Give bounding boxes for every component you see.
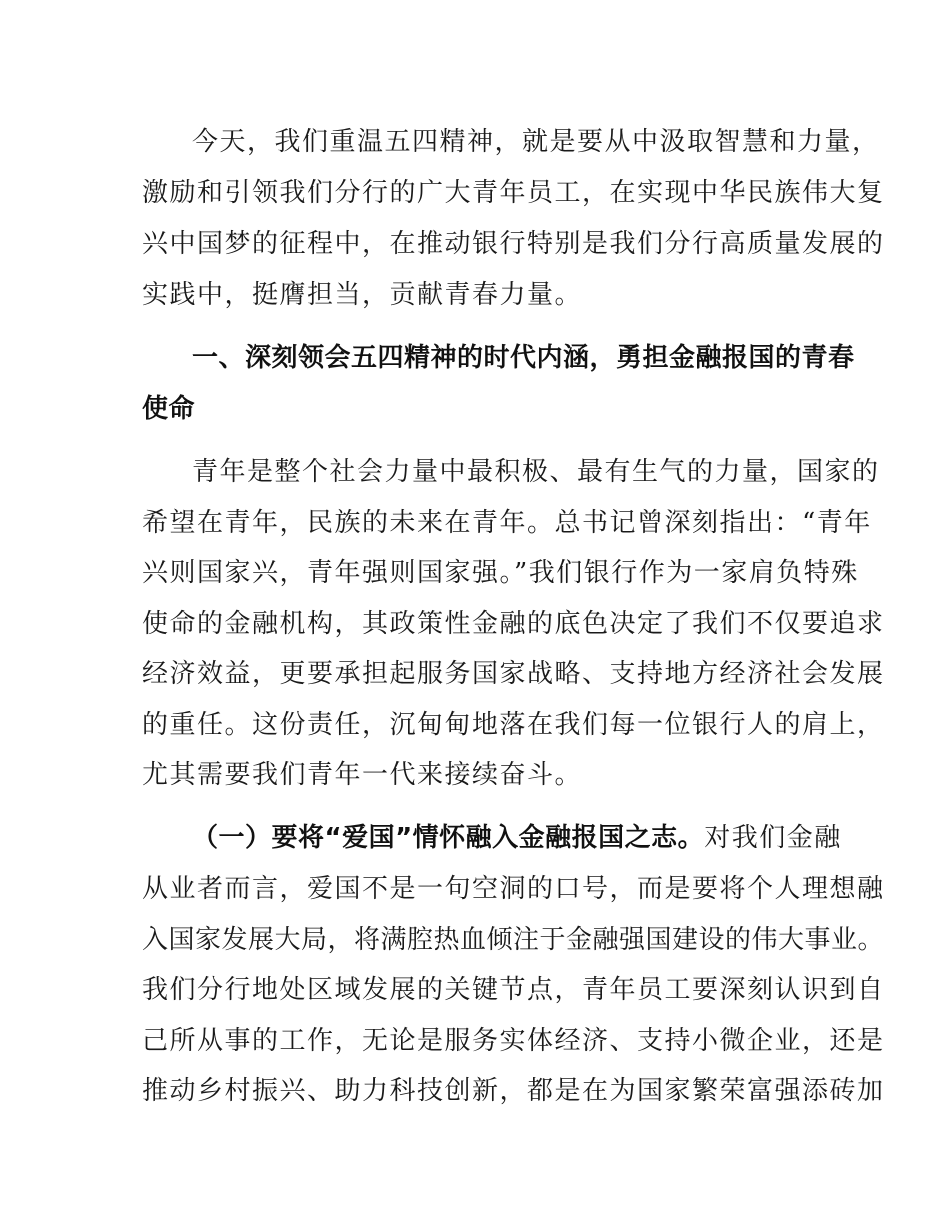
paragraph-2-line-4: 使命的金融机构，其政策性金融的底色决定了我们不仅要追求	[142, 609, 885, 639]
paragraph-2-line-1: 青年是整个社会力量中最积极、最有生气的力量，国家的	[192, 457, 880, 487]
paragraph-3-line-4: 我们分行地处区域发展的关键节点，青年员工要深刻认识到自	[142, 975, 885, 1005]
paragraph-2-line-5: 经济效益，更要承担起服务国家战略、支持地方经济社会发展	[142, 659, 885, 689]
paragraph-3-line-1-rest: 对我们金融	[704, 823, 842, 853]
section-heading-line-2: 使命	[142, 394, 196, 424]
paragraph-1-line-4: 实践中，挺膺担当，贡献青春力量。	[142, 280, 583, 310]
paragraph-1-line-1: 今天，我们重温五四精神，就是要从中汲取智慧和力量，	[192, 127, 880, 157]
paragraph-1-line-3: 兴中国梦的征程中，在推动银行特别是我们分行高质量发展的	[142, 229, 885, 259]
paragraph-3-line-2: 从业者而言，爱国不是一句空洞的口号，而是要将个人理想融	[142, 874, 885, 904]
paragraph-3-line-6: 推动乡村振兴、助力科技创新，都是在为国家繁荣富强添砖加	[142, 1076, 885, 1106]
paragraph-3-line-3: 入国家发展大局，将满腔热血倾注于金融强国建设的伟大事业。	[142, 925, 885, 955]
paragraph-1-line-2: 激励和引领我们分行的广大青年员工，在实现中华民族伟大复	[142, 178, 885, 208]
paragraph-2-line-7: 尤其需要我们青年一代来接续奋斗。	[142, 760, 583, 790]
paragraph-2-line-3: 兴则国家兴，青年强则国家强。”我们银行作为一家肩负特殊	[142, 558, 859, 588]
paragraph-3-line-1	[192, 822, 842, 854]
section-heading-line-1: 一、深刻领会五四精神的时代内涵，勇担金融报国的青春	[192, 343, 855, 373]
paragraph-2-line-2: 希望在青年，民族的未来在青年。总书记曾深刻指出：“青年	[142, 508, 872, 538]
paragraph-2-line-6: 的重任。这份责任，沉甸甸地落在我们每一位银行人的肩上，	[142, 710, 885, 740]
paragraph-3-line-5: 己所从事的工作，无论是服务实体经济、支持小微企业，还是	[142, 1026, 885, 1056]
subheading-bold-lead: （一）要将“爱国”情怀融入金融报国之志。	[192, 823, 705, 853]
